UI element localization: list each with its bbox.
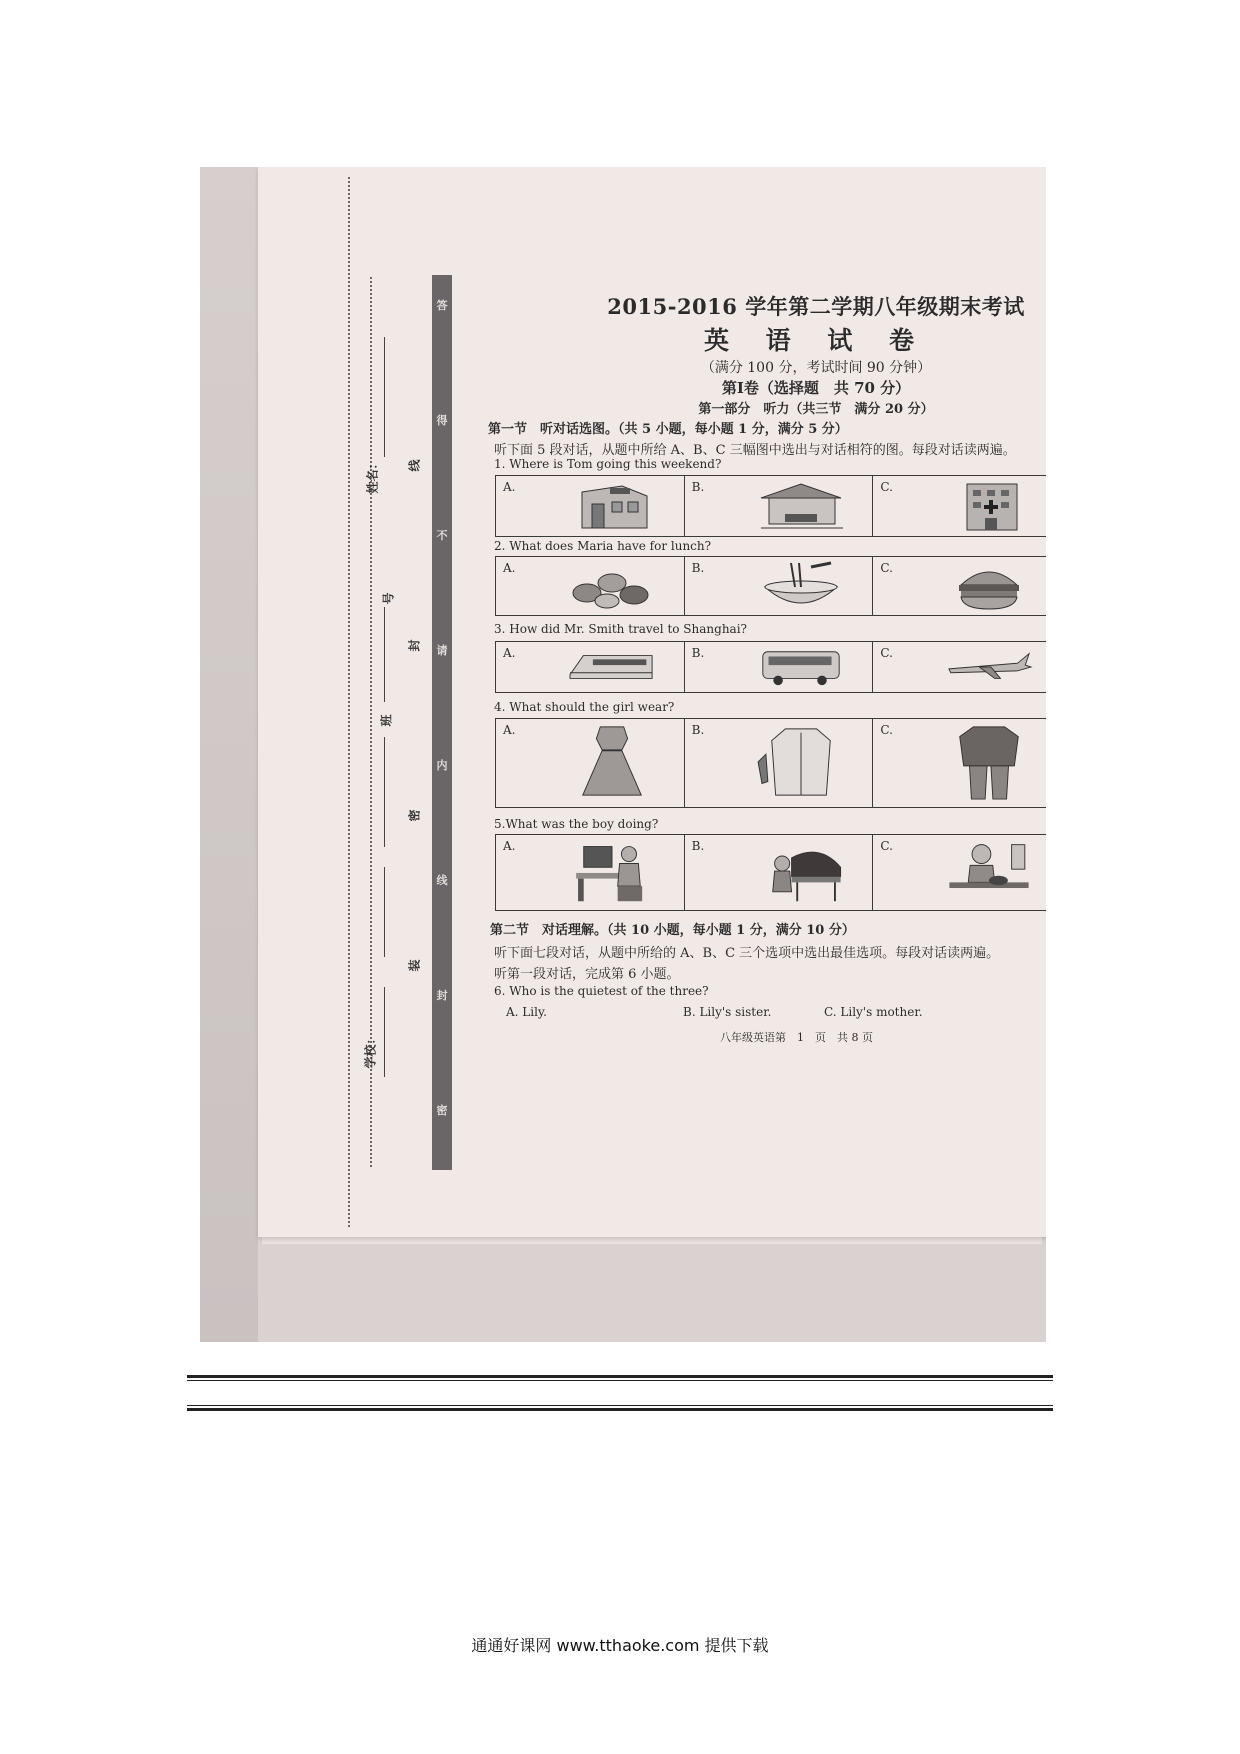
name-label: 姓名： xyxy=(365,457,380,494)
option-letter: C. xyxy=(880,839,893,853)
volume-heading: 第Ⅰ卷（选择题 共 70 分） xyxy=(721,379,911,397)
scan-background-strip xyxy=(200,167,258,1342)
question-2-options xyxy=(495,556,1046,616)
bind-char: 密 xyxy=(436,1104,448,1117)
binding-mark-seal: 密 xyxy=(407,809,422,822)
question-4-options xyxy=(495,718,1046,808)
option-letter: A. xyxy=(503,839,516,853)
dumplings-icon xyxy=(562,561,662,613)
class-line xyxy=(384,737,385,847)
school-line xyxy=(384,987,385,1077)
part-heading: 第一部分 听力（共三节 满分 20 分） xyxy=(698,402,934,417)
question-3-options xyxy=(495,641,1046,693)
option-letter: B. xyxy=(691,839,705,853)
binding-mark-fold: 封 xyxy=(407,639,422,652)
hamburger-icon xyxy=(939,561,1039,613)
exam-sheet xyxy=(258,167,1046,1237)
bind-char: 请 xyxy=(436,644,448,657)
number-line xyxy=(384,607,385,702)
option-c[interactable] xyxy=(872,476,1046,536)
train-icon xyxy=(562,646,662,688)
bind-char: 答 xyxy=(436,299,448,312)
option-letter: B. xyxy=(691,646,705,660)
option-letter: C. xyxy=(880,480,893,494)
option-c[interactable] xyxy=(872,642,1046,692)
option-letter: A. xyxy=(503,723,516,737)
option-a[interactable] xyxy=(496,642,684,692)
option-a[interactable] xyxy=(496,719,684,807)
question-2-text: 2. What does Maria have for lunch? xyxy=(494,539,712,553)
option-letter: A. xyxy=(503,646,516,660)
option-a[interactable] xyxy=(496,835,684,910)
question-1-options xyxy=(495,475,1046,537)
option-c[interactable] xyxy=(872,835,1046,910)
eating-icon xyxy=(939,839,1039,905)
class-label: 班 xyxy=(379,714,394,727)
bind-char: 不 xyxy=(436,529,448,542)
plane-icon xyxy=(939,646,1039,688)
shirt-icon xyxy=(751,723,851,801)
option-a[interactable] xyxy=(496,557,684,615)
question-3-text: 3. How did Mr. Smith travel to Shanghai? xyxy=(494,622,747,636)
question-5-text: 5.What was the boy doing? xyxy=(494,817,659,831)
option-letter: A. xyxy=(503,561,516,575)
double-rule-top xyxy=(187,1375,1053,1378)
hospital-icon xyxy=(939,480,1039,532)
sweater-icon xyxy=(939,723,1039,801)
section2-heading: 第二节 对话理解。（共 10 小题，每小题 1 分，满分 10 分） xyxy=(490,923,855,938)
option-b[interactable] xyxy=(684,476,873,536)
question-4-text: 4. What should the girl wear? xyxy=(494,700,675,714)
exam-title: 2015-2016 学年第二学期八年级期末考试 xyxy=(607,294,1025,319)
option-letter: A. xyxy=(503,480,516,494)
option-c[interactable] xyxy=(872,719,1046,807)
question-6-option-a[interactable]: A. Lily. xyxy=(506,1005,547,1019)
question-5-options xyxy=(495,834,1046,911)
option-b[interactable] xyxy=(684,835,873,910)
double-rule-bottom xyxy=(187,1408,1053,1411)
dress-icon xyxy=(562,723,662,801)
piano-icon xyxy=(751,839,851,905)
double-rule-top-thin xyxy=(187,1380,1053,1381)
computer-icon xyxy=(562,839,662,905)
store-icon xyxy=(562,480,662,532)
section1-instruction: 听下面 5 段对话，从题中所给 A、B、C 三幅图中选出与对话相符的图。每段对话读两遍。 xyxy=(494,443,1016,458)
option-b[interactable] xyxy=(684,642,873,692)
name-line xyxy=(384,337,385,457)
scan-background-bottom xyxy=(258,1237,1046,1342)
option-c[interactable] xyxy=(872,557,1046,615)
scanned-exam-photo xyxy=(200,167,1046,1342)
section2-instruction-2: 听第一段对话，完成第 6 小题。 xyxy=(494,967,680,982)
option-letter: B. xyxy=(691,480,705,494)
museum-icon xyxy=(751,480,851,532)
school-label: 学校： xyxy=(363,1032,378,1069)
section1-heading: 第一节 听对话选图。（共 5 小题，每小题 1 分，满分 5 分） xyxy=(488,422,848,437)
option-a[interactable] xyxy=(496,476,684,536)
exam-subject: 英 语 试 卷 xyxy=(703,326,929,355)
question-6-text: 6. Who is the quietest of the three? xyxy=(494,984,709,998)
double-rule-bottom-thin xyxy=(187,1405,1053,1406)
number-label: 号 xyxy=(381,592,396,605)
bind-char: 线 xyxy=(436,874,448,887)
option-b[interactable] xyxy=(684,719,873,807)
binding-mark-line: 线 xyxy=(407,459,422,472)
question-6-option-c[interactable]: C. Lily's mother. xyxy=(824,1005,923,1019)
bus-icon xyxy=(751,646,851,688)
option-letter: B. xyxy=(691,723,705,737)
bind-char: 内 xyxy=(436,759,448,772)
bind-char: 得 xyxy=(436,414,448,427)
binding-dotted-line-outer xyxy=(348,177,350,1227)
question-1-text: 1. Where is Tom going this weekend? xyxy=(494,457,722,471)
option-letter: B. xyxy=(691,561,705,575)
sheet-page-footer: 八年级英语第 1 页 共 8 页 xyxy=(720,1031,873,1044)
seat-line xyxy=(384,867,385,957)
bind-char: 封 xyxy=(436,989,448,1002)
option-letter: C. xyxy=(880,561,893,575)
score-time: （满分 100 分，考试时间 90 分钟） xyxy=(700,360,932,376)
site-footer: 通通好课网 www.tthaoke.com 提供下载 xyxy=(471,1636,769,1655)
option-letter: C. xyxy=(880,646,893,660)
section2-instruction: 听下面七段对话，从题中所给的 A、B、C 三个选项中选出最佳选项。每段对话读两遍。 xyxy=(494,946,1000,961)
option-b[interactable] xyxy=(684,557,873,615)
question-6-option-b[interactable]: B. Lily's sister. xyxy=(683,1005,772,1019)
binding-warning-bar xyxy=(432,275,452,1170)
option-letter: C. xyxy=(880,723,893,737)
binding-mark-bind: 装 xyxy=(407,959,422,972)
noodles-icon xyxy=(751,561,851,613)
